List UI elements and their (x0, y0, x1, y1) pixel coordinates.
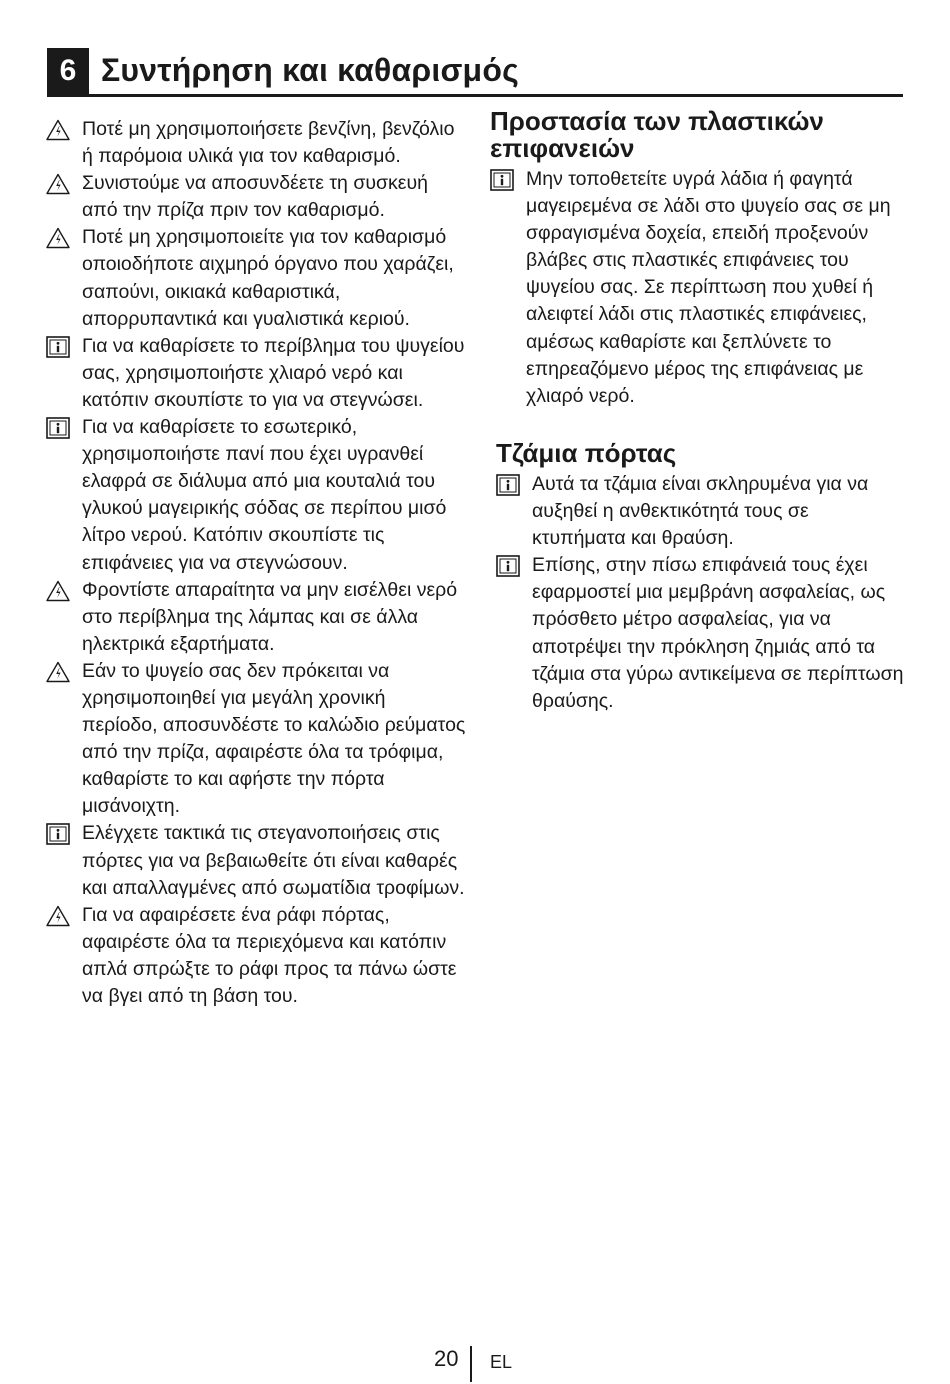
warning-icon (46, 661, 70, 683)
info-icon (46, 336, 70, 358)
plastic-section-items (490, 166, 910, 410)
chapter-number: 6 (47, 48, 89, 94)
list-item-text: Για να καθαρίσετε το περίβλημα του ψυγείου σας, χρησιμοποιήστε χλιαρό νερό και κατόπιν σκουπίστε το για να στεγνώσει. (82, 334, 465, 411)
plastic-section (490, 108, 910, 410)
plastic-section-heading: Προστασία των πλαστικών επιφανειών (490, 106, 824, 163)
warning-icon (46, 173, 70, 195)
list-item-text: Εάν το ψυγείο σας δεν πρόκειται να χρησιμοποιηθεί για μεγάλη χρονική περίοδο, αποσυνδέστε το καλώδιο ρεύματος από την πρίζα, αφαιρέστε όλα τα τρόφιμα, καθαρίστε το και αφήστε την πόρτα μισάνοιχτη. (82, 659, 466, 818)
list-item (496, 552, 906, 715)
warning-icon (46, 227, 70, 249)
list-item (46, 577, 466, 658)
info-icon (46, 417, 70, 439)
left-column (46, 116, 466, 1010)
list-item (490, 166, 910, 410)
glass-section-heading: Τζάμια πόρτας (496, 438, 677, 468)
glass-section (496, 440, 906, 715)
info-icon (46, 823, 70, 845)
list-item-text: Ελέγχετε τακτικά τις στεγανοποιήσεις στις πόρτες για να βεβαιωθείτε ότι είναι καθαρές και απαλλαγμένες από σωματίδια τροφίμων. (82, 822, 465, 899)
list-item (46, 170, 466, 224)
info-icon (496, 474, 520, 496)
list-item-text: Επίσης, στην πίσω επιφάνειά τους έχει εφαρμοστεί μια μεμβράνη ασφαλείας, ως πρόσθετο μέτρο ασφαλείας, για να αποτρέψει την πρόκληση ζημιάς από τα τζάμια στα γύρω αντικείμενα σε περίπτωση θραύσης. (532, 554, 904, 712)
list-item-text: Συνιστούμε να αποσυνδέετε τη συσκευή από την πρίζα πριν τον καθαρισμό. (82, 172, 429, 222)
warning-icon (46, 119, 70, 141)
list-item (46, 902, 466, 1010)
list-item (46, 224, 466, 332)
list-item (46, 333, 466, 414)
list-item-text: Για να αφαιρέσετε ένα ράφι πόρτας, αφαιρέστε όλα τα περιεχόμενα και κατόπιν απλά σπρώξτε το ράφι προς τα πάνω ώστε να βγει από τη βάση του. (82, 903, 457, 1007)
list-item (46, 414, 466, 577)
chapter-header (47, 48, 903, 97)
list-item-text: Για να καθαρίσετε το εσωτερικό, χρησιμοποιήστε πανί που έχει υγρανθεί ελαφρά σε διάλυμα από μια κουταλιά του γλυκού μαγειρικής σόδας σε περίπου μισό λίτρο νερού. Κατόπιν σκουπίστε τις επιφάνειες για να στεγνώσουν. (82, 416, 447, 574)
warning-icon (46, 580, 70, 602)
list-item (46, 116, 466, 170)
list-item (46, 820, 466, 901)
list-item (46, 658, 466, 821)
glass-section-items (496, 471, 906, 715)
chapter-title: Συντήρηση και καθαρισμός (101, 52, 519, 88)
page-number: 20 (434, 1346, 459, 1371)
warning-icon (46, 905, 70, 927)
list-item-text: Αυτά τα τζάμια είναι σκληρυμένα για να αυξηθεί η ανθεκτικότητά τους σε κτυπήματα και θραύση. (532, 473, 869, 550)
list-item-text: Ποτέ μη χρησιμοποιήσετε βενζίνη, βενζόλιο ή παρόμοια υλικά για τον καθαρισμό. (82, 118, 455, 168)
list-item (496, 471, 906, 552)
info-icon (496, 555, 520, 577)
footer-divider (470, 1346, 472, 1382)
info-icon (490, 169, 514, 191)
page-language: EL (490, 1352, 513, 1372)
list-item-text: Ποτέ μη χρησιμοποιείτε για τον καθαρισμό οποιοδήποτε αιχμηρό όργανο που χαράζει, σαπούνι, οικιακά καθαριστικά, απορρυπαντικά και γυαλιστικά κεριού. (82, 226, 454, 330)
list-item-text: Φροντίστε απαραίτητα να μην εισέλθει νερό στο περίβλημα της λάμπας και σε άλλα ηλεκτρικά εξαρτήματα. (82, 578, 458, 655)
list-item-text: Μην τοποθετείτε υγρά λάδια ή φαγητά μαγειρεμένα σε λάδι στο ψυγείο σας σε μη σφραγισμένα δοχεία, επειδή προξενούν βλάβες στις πλαστικές επιφάνειες του ψυγείου σας. Σε περίπτωση που χυθεί ή αλειφτεί λάδι στις πλαστικές επιφάνειες, αμέσως καθαρίστε και ξεπλύνετε το επηρεαζόμενο μέρος της επιφάνειας με χλιαρό νερό. (526, 168, 891, 407)
